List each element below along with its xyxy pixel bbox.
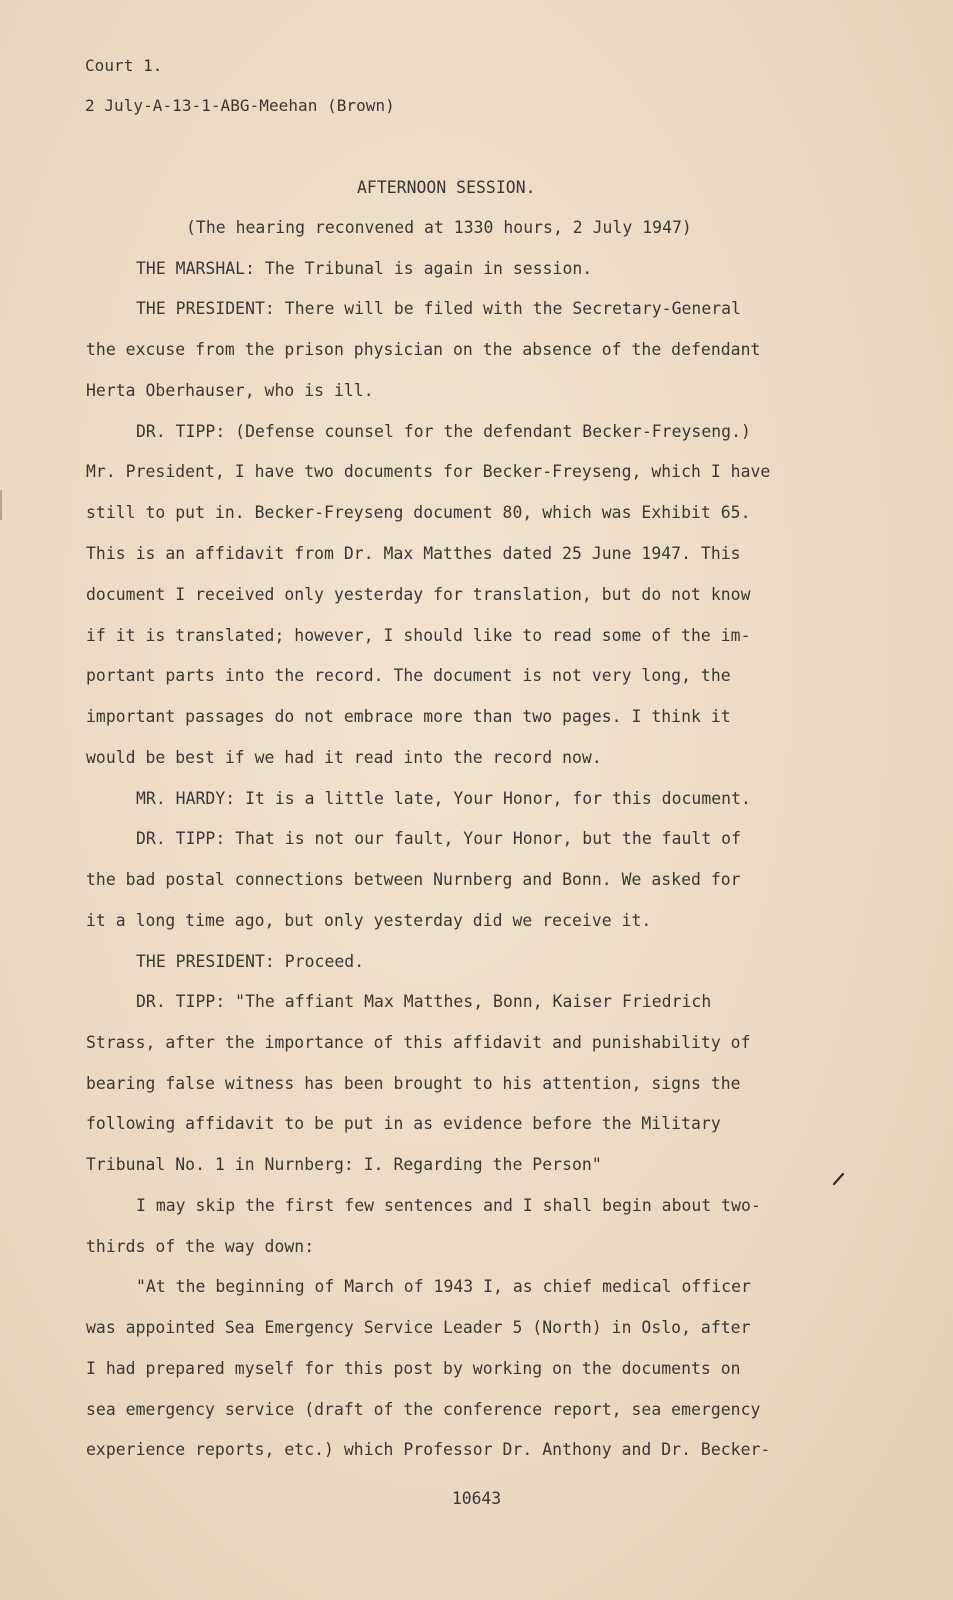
text-line: following affidavit to be put in as evidence before the Military [86,1114,721,1133]
text-line: important passages do not embrace more than two pages. I think it [86,707,731,726]
text-line: would be best if we had it read into the record now. [86,748,602,767]
text-line: was appointed Sea Emergency Service Leader 5 (North) in Oslo, after [86,1318,751,1337]
text-line: experience reports, etc.) which Professor Dr. Anthony and Dr. Becker- [86,1440,771,1459]
text-line: DR. TIPP: "The affiant Max Matthes, Bonn, Kaiser Friedrich [136,992,712,1011]
text-line: DR. TIPP: (Defense counsel for the defendant Becker-Freyseng.) [136,422,751,441]
text-line: THE PRESIDENT: There will be filed with the Secretary-General [136,299,741,318]
text-line: Mr. President, I have two documents for Becker-Freyseng, which I have [86,462,771,481]
text-line: THE PRESIDENT: Proceed. [136,952,365,971]
court-label: Court 1. [85,56,163,75]
text-line: THE MARSHAL: The Tribunal is again in session. [136,259,593,278]
text-line: I had prepared myself for this post by working on the documents on [86,1359,741,1378]
page-edge-mark [0,490,2,520]
pen-tick-icon [832,1172,846,1186]
text-line: document I received only yesterday for translation, but do not know [86,585,751,604]
text-line: DR. TIPP: That is not our fault, Your Honor, but the fault of [136,829,741,848]
session-title: AFTERNOON SESSION. [357,178,536,197]
text-line: "At the beginning of March of 1943 I, as chief medical officer [136,1277,751,1296]
session-reference: 2 July-A-13-1-ABG-Meehan (Brown) [85,96,395,115]
text-line: thirds of the way down: [86,1237,315,1256]
text-line: Strass, after the importance of this affidavit and punishability of [86,1033,751,1052]
text-line: sea emergency service (draft of the conference report, sea emergency [86,1400,761,1419]
text-line: Herta Oberhauser, who is ill. [86,381,374,400]
text-line: portant parts into the record. The document is not very long, the [86,666,731,685]
text-line: MR. HARDY: It is a little late, Your Honor, for this document. [136,789,751,808]
page-number: 10643 [451,1489,502,1508]
text-line: bearing false witness has been brought to his attention, signs the [86,1074,741,1093]
text-line: the bad postal connections between Nurnberg and Bonn. We asked for [86,870,741,889]
text-line: Tribunal No. 1 in Nurnberg: I. Regarding the Person" [86,1155,602,1174]
text-line: This is an affidavit from Dr. Max Matthes dated 25 June 1947. This [86,544,741,563]
text-line: I may skip the first few sentences and I shall begin about two- [136,1196,761,1215]
text-line: if it is translated; however, I should like to read some of the im- [86,626,751,645]
text-line: (The hearing reconvened at 1330 hours, 2 July 1947) [186,218,692,237]
text-line: it a long time ago, but only yesterday did we receive it. [86,911,652,930]
text-line: still to put in. Becker-Freyseng document 80, which was Exhibit 65. [86,503,751,522]
text-line: the excuse from the prison physician on the absence of the defendant [86,340,761,359]
